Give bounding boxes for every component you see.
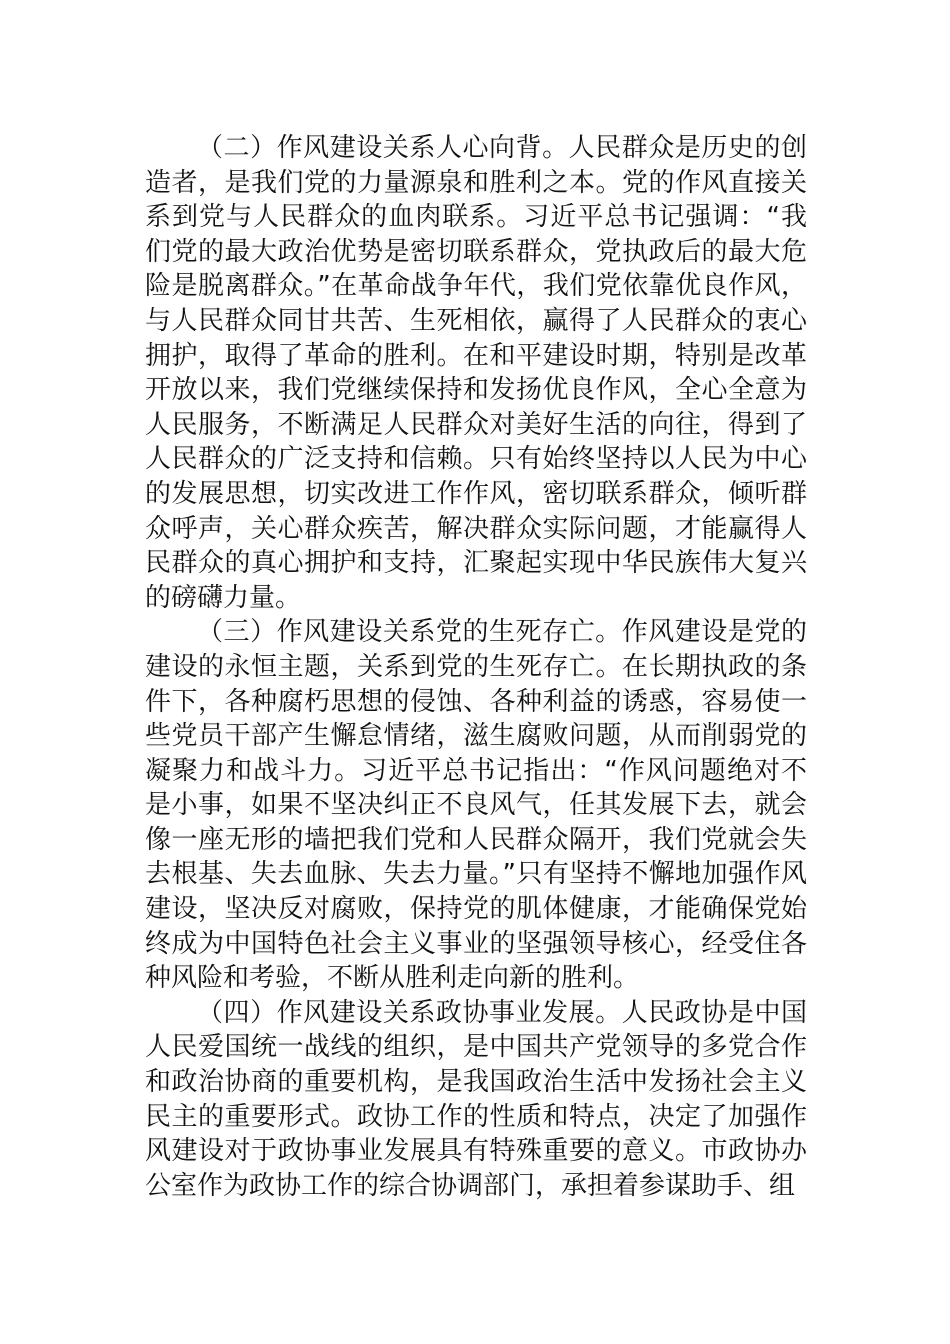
paragraph-section-3: （三）作风建设关系党的生死存亡。作风建设是党的建设的永恒主题，关系到党的生死存亡。在长期执政的条件下，各种腐朽思想的侵蚀、各种利益的诱惑，容易使一些党员干部产生懈怠情绪，滋生腐败问题，从而削弱党的凝聚力和战斗力。习近平总书记指出：“作风问题绝对不是小事，如果不坚决纠正不良风气，任其发展下去，就会像一座无形的墙把我们党和人民群众隔开，我们党就会失去根基、失去血脉、失去力量。”只有坚持不懈地加强作风建设，坚决反对腐败，保持党的肌体健康，才能确保党始终成为中国特色社会主义事业的坚强领导核心，经受住各种风险和考验，不断从胜利走向新的胜利。 (145, 617, 807, 994)
paragraph-section-4: （四）作风建设关系政协事业发展。人民政协是中国人民爱国统一战线的组织，是中国共产党领导的多党合作和政治协商的重要机构，是我国政治生活中发扬社会主义民主的重要形式。政协工作的性质和特点，决定了加强作风建设对于政协事业发展具有特殊重要的意义。市政协办公室作为政协工作的综合协调部门，承担着参谋助手、组 (145, 997, 807, 1201)
document-body (145, 131, 807, 1203)
paragraph-section-2: （二）作风建设关系人心向背。人民群众是历史的创造者，是我们党的力量源泉和胜利之本。党的作风直接关系到党与人民群众的血肉联系。习近平总书记强调：“我们党的最大政治优势是密切联系群众，党执政后的最大危险是脱离群众。”在革命战争年代，我们党依靠优良作风，与人民群众同甘共苦、生死相依，赢得了人民群众的衷心拥护，取得了革命的胜利。在和平建设时期，特别是改革开放以来，我们党继续保持和发扬优良作风，全心全意为人民服务，不断满足人民群众对美好生活的向往，得到了人民群众的广泛支持和信赖。只有始终坚持以人民为中心的发展思想，切实改进工作作风，密切联系群众，倾听群众呼声，关心群众疾苦，解决群众实际问题，才能赢得人民群众的真心拥护和支持，汇聚起实现中华民族伟大复兴的磅礴力量。 (145, 133, 807, 613)
